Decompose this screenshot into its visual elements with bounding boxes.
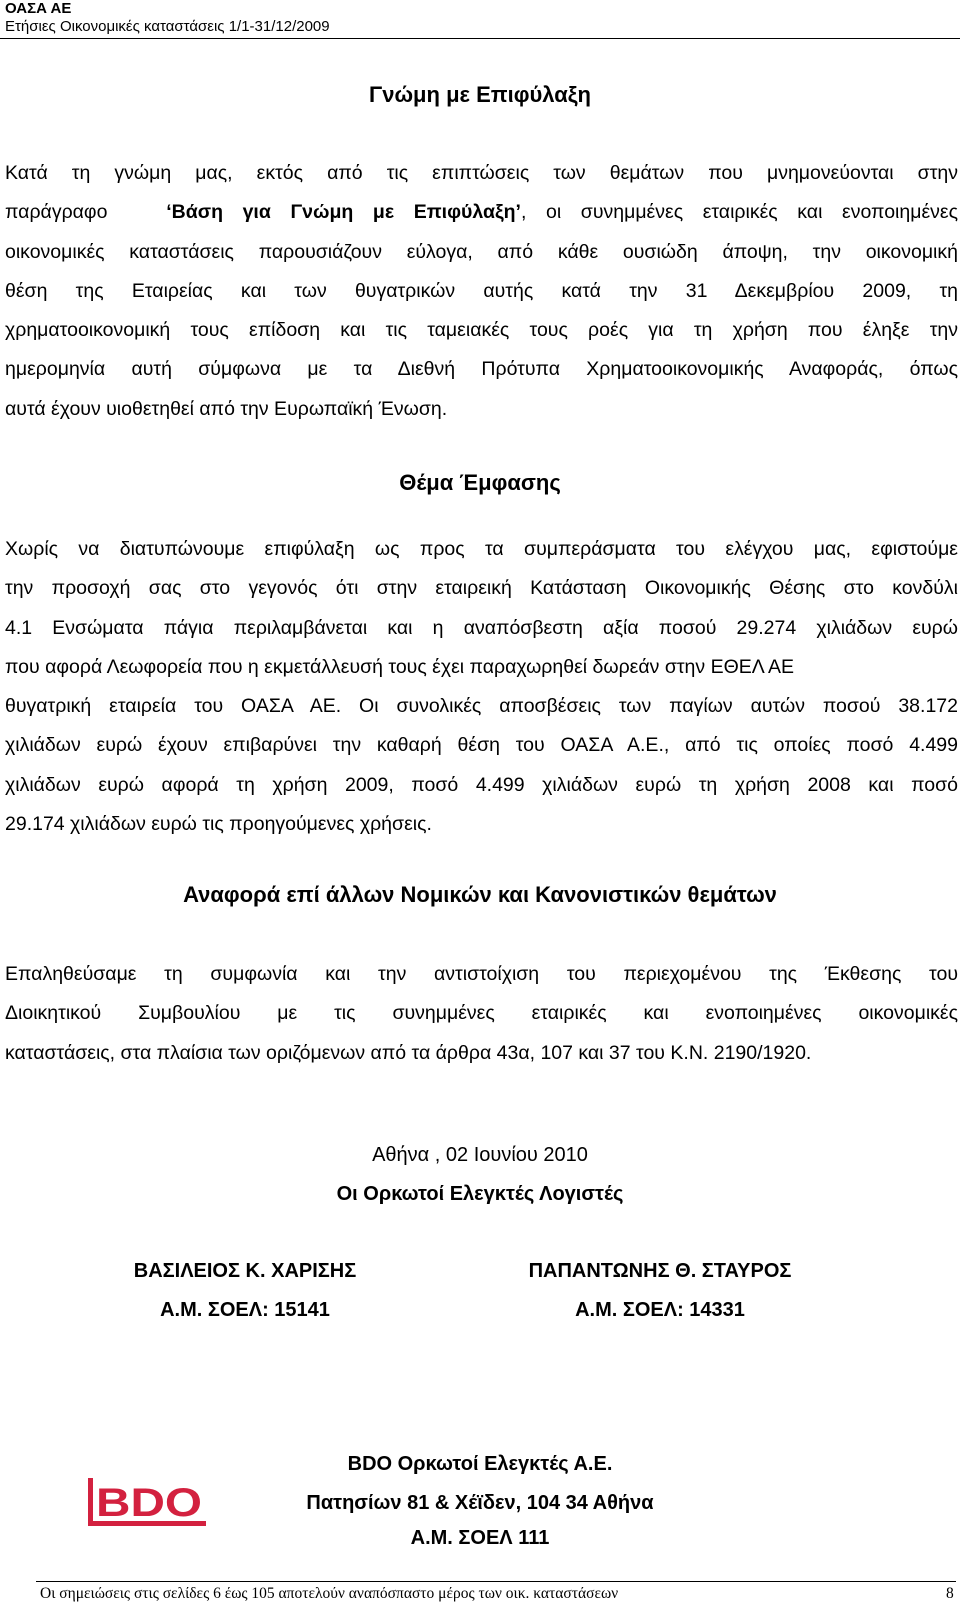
auditor-2-reg: Α.Μ. ΣΟΕΛ: 14331 [575,1299,745,1321]
opinion-line: ημερομηνία αυτή σύμφωνα με τα Διεθνή Πρότυπα Χρηματοοικονομικής Αναφοράς, όπως [5,358,958,381]
firm-name: BDO Ορκωτοί Ελεγκτές Α.Ε. [347,1453,613,1475]
opinion-line: οικονομικές καταστάσεις παρουσιάζουν εύλογα, από κάθε ουσιώδη άποψη, την οικονομική [5,240,958,263]
auditor-2-name: ΠΑΠΑΝΤΩΝΗΣ Θ. ΣΤΑΥΡΟΣ [528,1260,792,1282]
footer-divider [36,1581,956,1582]
firm-address: Πατησίων 81 & Χέϊδεν, 104 34 Αθήνα [306,1492,654,1514]
emphasis-line: 4.1 Ενσώματα πάγια περιλαμβάνεται και η αναπόσβεστη αξία ποσού 29.274 χιλιάδων ευρώ [5,616,958,639]
opinion-line2-rest: , οι συνημμένες εταιρικές και ενοποιημένες [520,201,958,224]
opinion-line: Κατά τη γνώμη μας, εκτός από τις επιπτώσεις των θεμάτων που μνημονεύονται στην [5,162,958,184]
other-matters-line: Διοικητικού Συμβουλίου με τις συνημμένες εταιρικές και ενοποιημένες οικονομικές [5,1002,958,1025]
emphasis-line: χιλιάδων ευρώ αφορά τη χρήση 2009, ποσό 4.499 χιλιάδων ευρώ τη χρήση 2008 και ποσό [5,773,958,796]
firm-reg: Α.Μ. ΣΟΕΛ 111 [410,1527,550,1549]
footer-note: Οι σημειώσεις στις σελίδες 6 έως 105 αποτελούν αναπόσπαστο μέρος των οικ. καταστάσεων [40,1585,619,1602]
auditor-1-reg: Α.Μ. ΣΟΕΛ: 15141 [160,1299,330,1321]
auditor-1-name: ΒΑΣΙΛΕΙΟΣ Κ. ΧΑΡΙΣΗΣ [133,1260,357,1282]
opinion-line2-prefix: παράγραφο [5,201,108,224]
emphasis-line: 29.174 χιλιάδων ευρώ τις προηγούμενες χρήσεις. [5,813,432,836]
opinion-line: χρηματοοικονομική τους επίδοση και τις ταμειακές τους ροές για τη χρήση που έληξε την [5,319,958,342]
auditors-role: Οι Ορκωτοί Ελεγκτές Λογιστές [336,1183,624,1205]
emphasis-line: θυγατρική εταιρεία του ΟΑΣΑ ΑΕ. Οι συνολικές αποσβέσεις των παγίων αυτών ποσού 38.172 [5,695,958,718]
opinion-heading: Γνώμη με Επιφύλαξη [369,82,591,107]
logo-bar [88,1478,93,1526]
emphasis-heading: Θέμα Έμφασης [399,470,561,495]
other-matters-paragraph [5,955,958,1073]
opinion-line2-bold: ‘Βάση για Γνώμη με Επιφύλαξη’ [166,201,521,224]
header-company: ΟΑΣΑ ΑΕ [5,0,72,17]
emphasis-paragraph [5,530,958,844]
other-matters-line: Επαληθεύσαμε τη συμφωνία και την αντιστοίχιση του περιεχομένου της Έκθεσης του [5,963,958,985]
opinion-line [5,193,958,232]
emphasis-line: την προσοχή σας στο γεγονός ότι στην εταιρεική Κατάσταση Οικονομικής Θέσης στο κονδύλι [5,577,958,600]
header-divider [0,38,960,39]
opinion-paragraph [5,154,958,429]
header-subtitle: Ετήσιες Οικονομικές καταστάσεις 1/1-31/12/2009 [5,18,330,35]
opinion-line: αυτά έχουν υιοθετηθεί από την Ευρωπαϊκή Ένωση. [5,397,448,420]
other-matters-line: καταστάσεις, στα πλαίσια των οριζόμενων από τα άρθρα 43α, 107 και 37 του Κ.Ν. 2190/1920. [5,1041,812,1064]
emphasis-line: Χωρίς να διατυπώνουμε επιφύλαξη ως προς τα συμπεράσματα του ελέγχου μας, εφιστούμε [5,538,958,560]
other-matters-heading: Αναφορά επί άλλων Νομικών και Κανονιστικών θεμάτων [183,882,777,907]
emphasis-line: που αφορά Λεωφορεία που η εκμετάλλευσή τους έχει παραχωρηθεί δωρεάν στην ΕΘΕΛ ΑΕ [5,655,795,678]
place-date: Αθήνα , 02 Ιουνίου 2010 [372,1144,588,1166]
page-number: 8 [946,1585,954,1602]
bdo-logo-icon [88,1478,206,1526]
page-header [0,0,960,40]
logo-text: BDO [96,1481,202,1525]
emphasis-line: χιλιάδων ευρώ έχουν επιβαρύνει την καθαρή θέση του ΟΑΣΑ Α.Ε., από τις οποίες ποσό 4.499 [5,734,958,757]
opinion-line: θέση της Εταιρείας και των θυγατρικών αυτής κατά την 31 Δεκεμβρίου 2009, τη [5,279,958,302]
